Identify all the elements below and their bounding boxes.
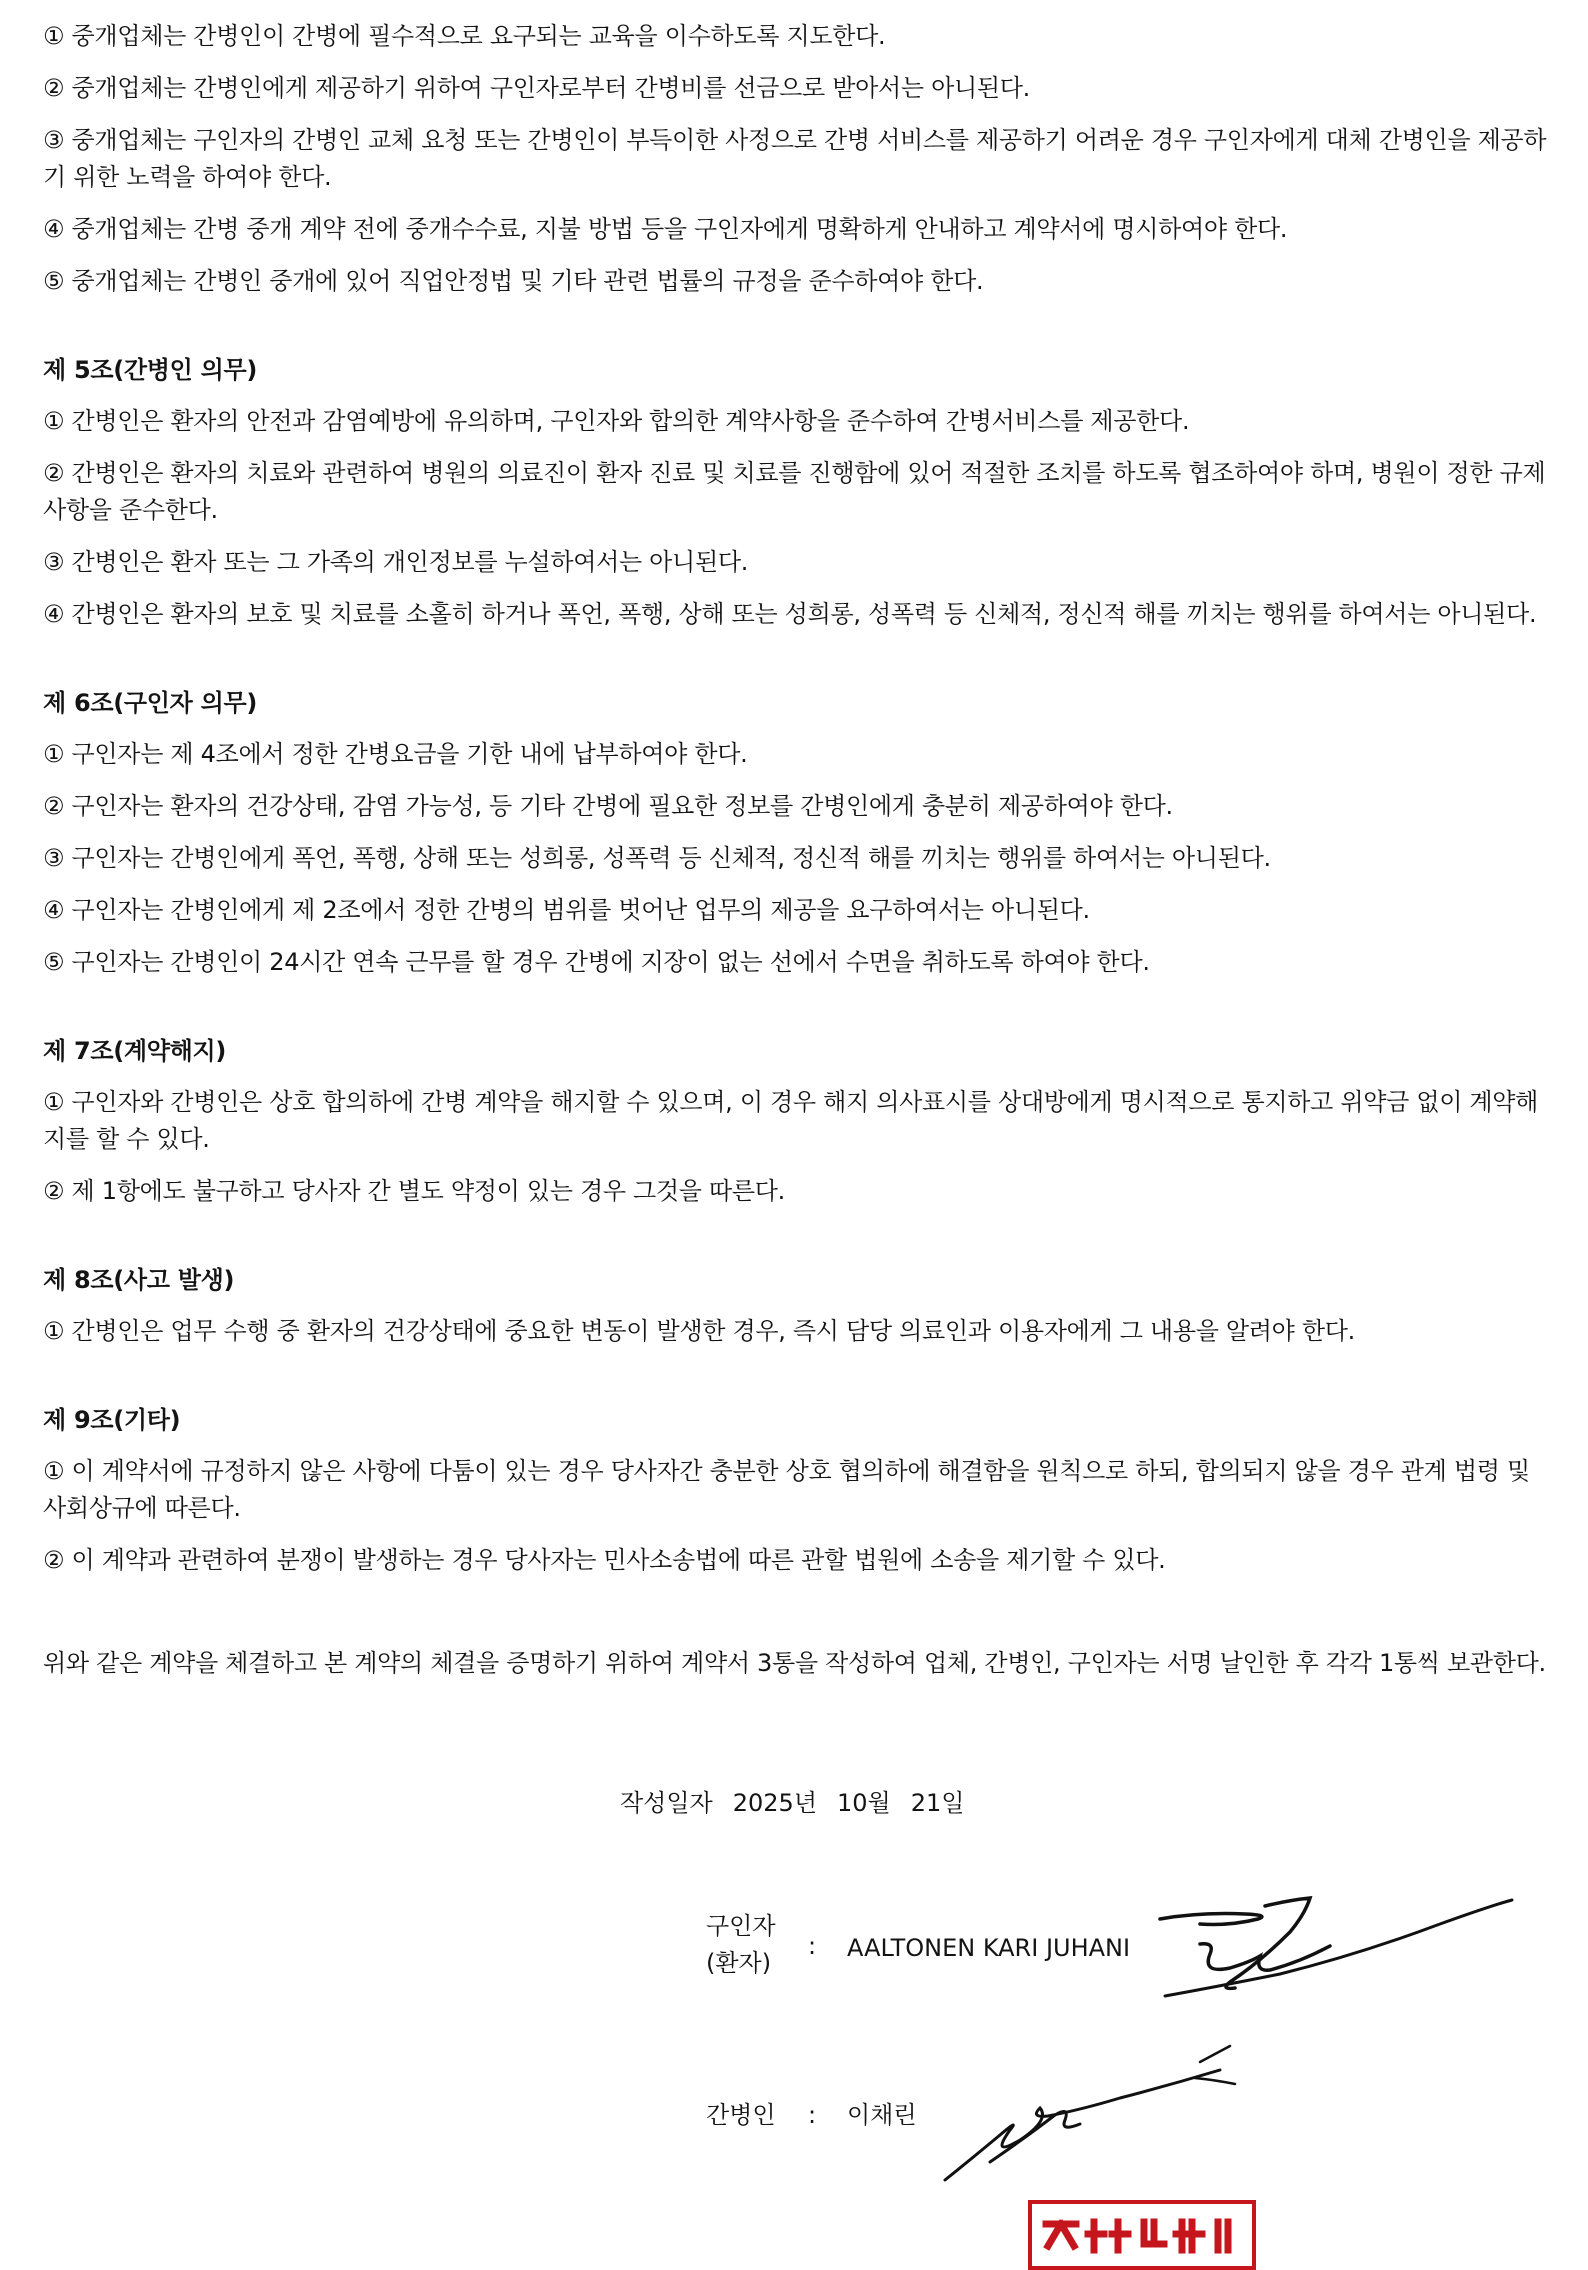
company-seal-stamp: [1028, 2200, 1256, 2270]
date-day: 21일: [910, 1789, 965, 1817]
caregiver-handwritten-signature: [930, 2040, 1270, 2190]
date-label: 작성일자: [620, 1789, 713, 1817]
clause-item: ② 중개업체는 간병인에게 제공하기 위하여 구인자로부터 간병비를 선금으로 받아서는 아니된다.: [43, 74, 1030, 102]
clause-item: ① 간병인은 업무 수행 중 환자의 건강상태에 중요한 변동이 발생한 경우, 즉시 담당 의료인과 이용자에게 그 내용을 알려야 한다.: [43, 1317, 1355, 1345]
clause-item: ① 구인자는 제 4조에서 정한 간병요금을 기한 내에 납부하여야 한다.: [43, 740, 748, 768]
clause-item: ④ 중개업체는 간병 중개 계약 전에 중개수수료, 지불 방법 등을 구인자에게 명확하게 안내하고 계약서에 명시하여야 한다.: [43, 215, 1288, 243]
articles: [43, 352, 1553, 1579]
caregiver-role-label: 간병인: [706, 2101, 776, 2129]
date-row: [620, 1785, 964, 1822]
clause-item: ⑤ 구인자는 간병인이 24시간 연속 근무를 할 경우 간병에 지장이 없는 선에서 수면을 취하도록 하여야 한다.: [43, 948, 1150, 976]
contract-body: [43, 18, 1553, 1682]
article-section: [43, 1262, 1553, 1350]
client-handwritten-signature: [1140, 1884, 1540, 2014]
client-role-sublabel: (환자): [706, 1949, 772, 1977]
clause-item: ② 간병인은 환자의 치료와 관련하여 병원의 의료진이 환자 진료 및 치료를 진행함에 있어 적절한 조치를 하도록 협조하여야 하며, 병원이 정한 규제사항을 준수한다.: [43, 459, 1546, 524]
clause-item: ① 이 계약서에 규정하지 않은 사항에 다툼이 있는 경우 당사자간 충분한 상호 협의하에 해결함을 원칙으로 하되, 합의되지 않을 경우 관계 법령 및 사회상규에 따른다.: [43, 1457, 1530, 1522]
date-month: 10월: [837, 1789, 891, 1817]
article-title: 제 5조(간병인 의무): [43, 356, 258, 384]
client-role-label: 구인자: [706, 1912, 776, 1940]
clause-item: ① 간병인은 환자의 안전과 감염예방에 유의하며, 구인자와 합의한 계약사항을 준수하여 간병서비스를 제공한다.: [43, 407, 1190, 435]
article-title: 제 7조(계약해지): [43, 1037, 227, 1065]
clause-item: ② 이 계약과 관련하여 분쟁이 발생하는 경우 당사자는 민사소송법에 따른 관할 법원에 소송을 제기할 수 있다.: [43, 1546, 1166, 1574]
closing-statement: 위와 같은 계약을 체결하고 본 계약의 체결을 증명하기 위하여 계약서 3통을 작성하여 업체, 간병인, 구인자는 서명 날인한 후 각각 1통씩 보관한다.: [43, 1649, 1546, 1677]
article-section: [43, 1033, 1553, 1210]
caregiver-colon: :: [808, 2101, 817, 2129]
client-colon: :: [808, 1932, 817, 1960]
clause-item: ⑤ 중개업체는 간병인 중개에 있어 직업안정법 및 기타 관련 법률의 규정을 준수하여야 한다.: [43, 267, 984, 295]
article-title: 제 6조(구인자 의무): [43, 689, 258, 717]
caregiver-name: 이채린: [847, 2101, 917, 2129]
client-name: AALTONEN KARI JUHANI: [847, 1934, 1131, 1962]
clause-item: ② 구인자는 환자의 건강상태, 감염 가능성, 등 기타 간병에 필요한 정보를 간병인에게 충분히 제공하여야 한다.: [43, 792, 1173, 820]
clause-item: ① 구인자와 간병인은 상호 합의하에 간병 계약을 해지할 수 있으며, 이 경우 해지 의사표시를 상대방에게 명시적으로 통지하고 위약금 없이 계약해지를 할 수 있다.: [43, 1088, 1539, 1153]
clause-item: ④ 간병인은 환자의 보호 및 치료를 소홀히 하거나 폭언, 폭행, 상해 또는 성희롱, 성폭력 등 신체적, 정신적 해를 끼치는 행위를 하여서는 아니된다.: [43, 600, 1537, 628]
clause-item: ③ 중개업체는 구인자의 간병인 교체 요청 또는 간병인이 부득이한 사정으로 간병 서비스를 제공하기 어려운 경우 구인자에게 대체 간병인을 제공하기 위한 노력을 하여야 한다.: [43, 126, 1547, 191]
article-section: [43, 352, 1553, 633]
article-section: [43, 1402, 1553, 1579]
article-title: 제 9조(기타): [43, 1406, 181, 1434]
article-title: 제 8조(사고 발생): [43, 1266, 235, 1294]
clause-item: ③ 간병인은 환자 또는 그 가족의 개인정보를 누설하여서는 아니된다.: [43, 548, 749, 576]
clause-item: ③ 구인자는 간병인에게 폭언, 폭행, 상해 또는 성희롱, 성폭력 등 신체적, 정신적 해를 끼치는 행위를 하여서는 아니된다.: [43, 844, 1271, 872]
intro-items: [43, 18, 1553, 300]
clause-item: ② 제 1항에도 불구하고 당사자 간 별도 약정이 있는 경우 그것을 따른다.: [43, 1177, 785, 1205]
clause-item: ④ 구인자는 간병인에게 제 2조에서 정한 간병의 범위를 벗어난 업무의 제공을 요구하여서는 아니된다.: [43, 896, 1090, 924]
seal-icon: [1032, 2204, 1252, 2266]
clause-item: ① 중개업체는 간병인이 간병에 필수적으로 요구되는 교육을 이수하도록 지도한다.: [43, 22, 886, 50]
date-year: 2025년: [732, 1789, 818, 1817]
article-section: [43, 685, 1553, 981]
